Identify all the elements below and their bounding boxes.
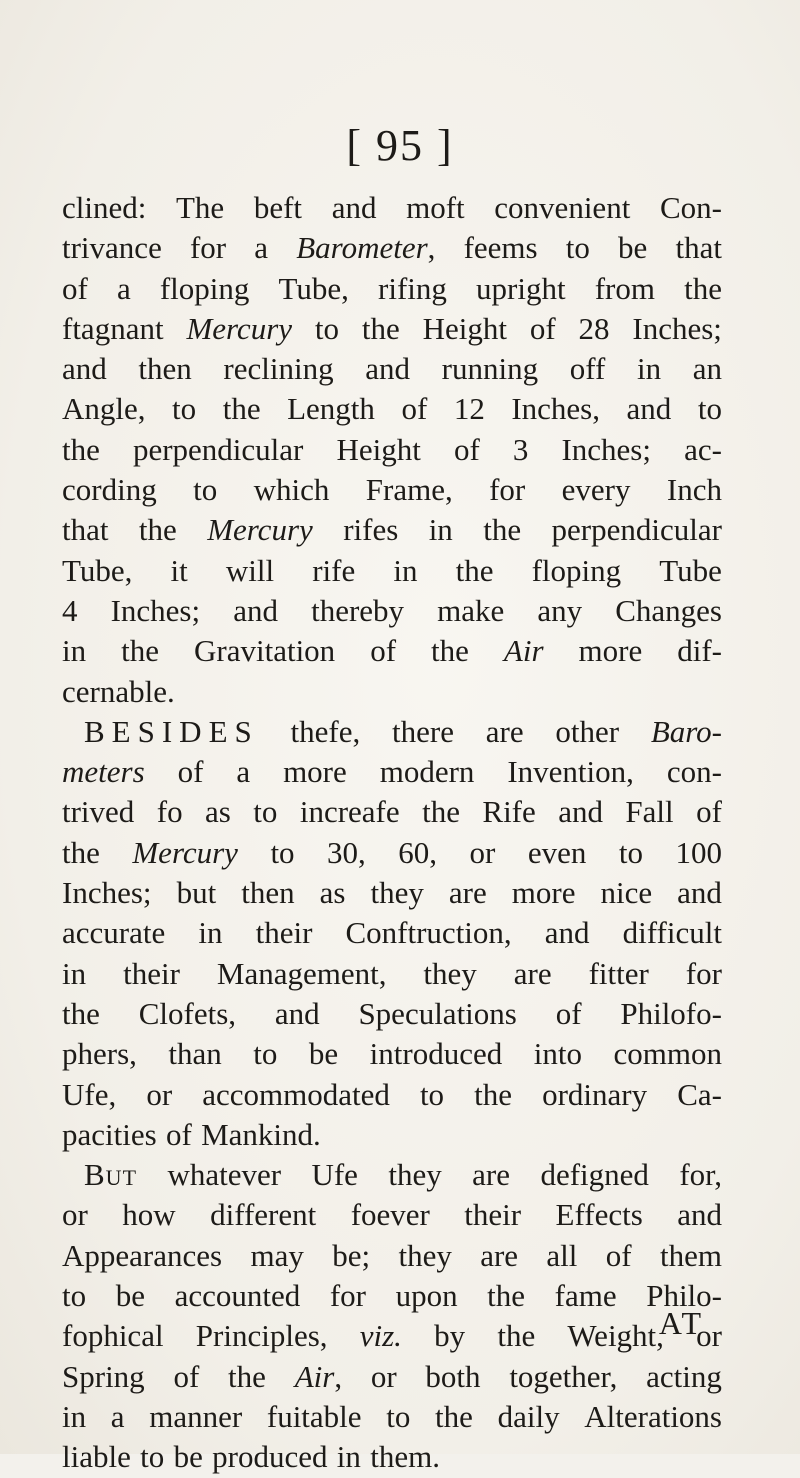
word: BESIDES xyxy=(84,713,259,749)
catchword: AT xyxy=(658,1305,704,1341)
word: their xyxy=(464,1197,522,1233)
word: all xyxy=(546,1237,578,1273)
page-number: [ 95 ] xyxy=(346,121,454,170)
word: as xyxy=(205,794,231,830)
word: for xyxy=(329,1278,366,1314)
text-line xyxy=(62,309,722,349)
word: upon xyxy=(395,1278,458,1314)
word: by xyxy=(434,1318,466,1354)
text-line xyxy=(62,833,722,873)
text-line xyxy=(62,349,722,389)
word: Frame, xyxy=(365,472,453,508)
text-line xyxy=(62,389,722,429)
text-line xyxy=(62,591,722,631)
word: running xyxy=(441,351,539,387)
word: both xyxy=(425,1358,481,1394)
text-line xyxy=(62,188,722,228)
word: accounted xyxy=(174,1278,301,1314)
text-line xyxy=(62,1437,722,1477)
word: produced xyxy=(212,1439,328,1475)
word: Mercury xyxy=(132,834,238,870)
word: feems xyxy=(463,230,538,266)
word: Inches, xyxy=(511,391,600,427)
word: 60, xyxy=(398,834,438,870)
word: there xyxy=(392,713,454,749)
text-line xyxy=(62,1075,722,1115)
word: Changes xyxy=(615,592,722,628)
text-line xyxy=(62,228,722,268)
word: and xyxy=(677,875,722,911)
word: make xyxy=(437,592,505,628)
word: The xyxy=(176,190,225,225)
word: Tube, xyxy=(62,552,133,588)
word: phers, xyxy=(62,1036,137,1072)
word: common xyxy=(613,1036,722,1072)
word: to xyxy=(618,834,643,870)
body-text xyxy=(62,188,722,1478)
word: or xyxy=(696,1318,722,1354)
word: 3 xyxy=(512,431,529,467)
word: whatever xyxy=(167,1157,282,1193)
word: the xyxy=(483,512,522,548)
word: trived xyxy=(62,794,135,830)
word: that xyxy=(62,512,109,548)
word: cording xyxy=(62,472,157,508)
word: 28 xyxy=(578,310,610,346)
word: be xyxy=(173,1439,203,1475)
word: reclining xyxy=(223,351,334,387)
word: Baro- xyxy=(650,713,722,749)
word: them xyxy=(660,1237,722,1273)
word: Inches; xyxy=(110,592,201,628)
word: into xyxy=(533,1036,582,1072)
word: be xyxy=(308,1036,339,1072)
word: or xyxy=(469,834,496,870)
word: Air xyxy=(503,633,544,669)
word: more xyxy=(283,754,347,790)
word: of xyxy=(696,794,722,830)
text-line xyxy=(62,1397,722,1437)
word: accommodated xyxy=(202,1076,390,1112)
word: as xyxy=(319,875,346,911)
word: and xyxy=(274,995,320,1031)
word: they xyxy=(398,1237,452,1273)
word: Inches; xyxy=(561,431,651,467)
word: are xyxy=(480,1237,519,1273)
word: Weight, xyxy=(567,1318,664,1354)
word: perpendicular xyxy=(551,512,722,548)
word: are xyxy=(448,875,487,911)
text-line xyxy=(62,954,722,994)
word: 12 xyxy=(453,391,485,427)
word: the xyxy=(62,834,100,870)
word: and xyxy=(677,1197,722,1233)
word: but xyxy=(176,875,217,911)
text-line xyxy=(62,551,722,591)
word: are xyxy=(513,955,552,991)
word: and xyxy=(558,794,603,830)
page-number-header xyxy=(0,120,800,171)
word: Gravitation xyxy=(194,633,336,669)
text-line xyxy=(62,1316,722,1356)
word: for xyxy=(685,955,722,991)
word: in xyxy=(428,512,453,548)
word: rifing xyxy=(378,270,447,306)
word: and xyxy=(233,592,278,628)
word: of xyxy=(555,995,582,1031)
word: more xyxy=(511,875,576,911)
word: then xyxy=(138,351,192,387)
word: Fall xyxy=(625,794,674,830)
word: the xyxy=(497,1318,536,1354)
word: Mercury xyxy=(207,512,313,548)
word: be xyxy=(618,230,648,266)
word: to xyxy=(386,1398,411,1434)
word: and xyxy=(544,915,590,951)
word: But xyxy=(84,1157,138,1193)
word: difficult xyxy=(622,915,722,951)
word: Management, xyxy=(216,955,387,991)
word: are xyxy=(472,1157,511,1193)
text-line xyxy=(62,470,722,510)
word: an xyxy=(692,351,722,387)
word: dif- xyxy=(677,633,722,669)
word: increafe xyxy=(299,794,400,830)
word: even xyxy=(527,834,587,870)
word: are xyxy=(485,713,524,749)
word: moft xyxy=(406,190,465,225)
word: fame xyxy=(554,1278,617,1314)
word: Effects xyxy=(555,1197,643,1233)
word: the xyxy=(62,995,100,1031)
word: floping xyxy=(159,270,250,306)
word: Appearances xyxy=(62,1237,223,1273)
word: foever xyxy=(350,1197,430,1233)
word: of xyxy=(453,431,480,467)
word: how xyxy=(122,1197,176,1233)
word: thereby xyxy=(311,592,405,628)
word: acting xyxy=(646,1358,722,1394)
word: modern xyxy=(379,754,475,790)
word: the xyxy=(431,633,469,669)
text-line xyxy=(62,752,722,792)
text-line xyxy=(62,913,722,953)
word: in xyxy=(393,552,418,588)
word: Invention, xyxy=(507,754,634,790)
word: pacities xyxy=(62,1116,157,1152)
word: cernable. xyxy=(62,673,175,709)
word: be xyxy=(115,1278,145,1314)
word: daily xyxy=(497,1398,560,1434)
word: of xyxy=(177,754,204,790)
word: in xyxy=(62,1398,87,1434)
text-line xyxy=(62,510,722,550)
word: in xyxy=(336,1439,361,1475)
word: any xyxy=(537,592,583,628)
word: to xyxy=(253,1036,278,1072)
word: nice xyxy=(600,875,653,911)
text-line xyxy=(62,1236,722,1276)
text-line xyxy=(62,1195,722,1235)
word: defigned xyxy=(540,1157,649,1193)
word: a xyxy=(116,270,131,306)
word: viz. xyxy=(359,1318,402,1354)
word: it xyxy=(170,552,188,588)
word: and xyxy=(331,190,377,225)
word: they xyxy=(423,955,477,991)
word: to xyxy=(62,1278,87,1314)
word: Mercury xyxy=(186,310,293,346)
word: liable xyxy=(62,1439,131,1475)
word: upright xyxy=(476,270,566,306)
word: more xyxy=(578,633,643,669)
word: of xyxy=(62,270,88,306)
word: in xyxy=(198,915,223,951)
word: them. xyxy=(370,1439,440,1475)
word: of xyxy=(370,633,397,669)
text-line xyxy=(62,1034,722,1074)
word: the xyxy=(474,1076,513,1112)
word: Height xyxy=(422,310,507,346)
text-line xyxy=(62,269,722,309)
text-line xyxy=(62,712,722,752)
word: other xyxy=(555,713,620,749)
word: in xyxy=(62,955,87,991)
word: rifes xyxy=(343,512,399,548)
word: perpendicular xyxy=(132,431,304,467)
text-line xyxy=(62,672,722,712)
text-line xyxy=(62,873,722,913)
word: of xyxy=(529,310,556,346)
word: Conftruction, xyxy=(345,915,512,951)
text-line xyxy=(62,1155,722,1195)
word: they xyxy=(388,1157,442,1193)
word: a xyxy=(236,754,251,790)
word: in xyxy=(62,633,87,669)
word: Ufe, xyxy=(62,1076,117,1112)
text-line xyxy=(62,994,722,1034)
word: to xyxy=(172,391,197,427)
word: beft xyxy=(253,190,303,225)
text-line xyxy=(62,792,722,832)
word: convenient xyxy=(494,190,631,225)
text-line xyxy=(62,631,722,671)
word: ac- xyxy=(684,431,722,467)
word: for xyxy=(489,472,526,508)
word: the xyxy=(487,1278,526,1314)
word: to xyxy=(565,230,590,266)
word: the xyxy=(422,794,460,830)
word: ftagnant xyxy=(62,310,164,346)
word: Ufe xyxy=(311,1157,358,1193)
word: fo xyxy=(156,794,183,830)
word: rife xyxy=(312,552,356,588)
word: the xyxy=(684,270,722,306)
word: introduced xyxy=(369,1036,503,1072)
word: the xyxy=(361,310,400,346)
text-line xyxy=(62,1115,722,1155)
word: the xyxy=(435,1398,473,1434)
word: Mankind. xyxy=(201,1116,321,1152)
word: will xyxy=(225,552,275,588)
word: 100 xyxy=(675,834,722,870)
word: Inches; xyxy=(62,875,152,911)
word: Angle, xyxy=(62,391,146,427)
word: and xyxy=(626,391,672,427)
word: or xyxy=(146,1076,173,1112)
word: of xyxy=(605,1237,632,1273)
word: to xyxy=(253,794,278,830)
word: that xyxy=(675,230,722,266)
word: Alterations xyxy=(584,1398,722,1434)
word: the xyxy=(222,391,261,427)
word: 4 xyxy=(62,592,78,628)
word: their xyxy=(255,915,313,951)
word: Air, xyxy=(294,1358,343,1394)
word: Height xyxy=(336,431,421,467)
word: every xyxy=(561,472,631,508)
word: fitter xyxy=(588,955,649,991)
word: Clofets, xyxy=(138,995,237,1031)
word: Con- xyxy=(659,190,722,225)
word: to xyxy=(140,1439,165,1475)
word: the xyxy=(138,512,177,548)
word: manner xyxy=(149,1398,243,1434)
word: be; xyxy=(332,1237,371,1273)
word: their xyxy=(123,955,180,991)
word: of xyxy=(165,1116,192,1152)
word: from xyxy=(594,270,655,306)
word: meters xyxy=(62,754,145,790)
word: Inches; xyxy=(632,310,722,346)
word: 30, xyxy=(327,834,366,870)
word: or xyxy=(370,1358,397,1394)
word: than xyxy=(168,1036,222,1072)
word: together, xyxy=(509,1358,618,1394)
text-line xyxy=(62,1357,722,1397)
word: to xyxy=(419,1076,445,1112)
word: to xyxy=(314,310,340,346)
word: of xyxy=(173,1358,200,1394)
word: Philo- xyxy=(646,1278,722,1314)
word: Ca- xyxy=(677,1076,722,1112)
word: the xyxy=(228,1358,266,1394)
word: Philofo- xyxy=(620,995,722,1031)
word: Tube, xyxy=(278,270,349,306)
word: Spring xyxy=(62,1358,145,1394)
word: for, xyxy=(679,1157,722,1193)
word: or xyxy=(62,1197,88,1233)
word: and xyxy=(62,351,107,387)
word: the xyxy=(62,431,100,467)
word: which xyxy=(253,472,330,508)
word: Inch xyxy=(666,472,722,508)
word: they xyxy=(370,875,424,911)
text-line xyxy=(62,430,722,470)
word: of xyxy=(401,391,428,427)
word: different xyxy=(210,1197,317,1233)
word: then xyxy=(241,875,295,911)
word: to xyxy=(193,472,218,508)
word: a xyxy=(254,230,269,266)
word: Principles, xyxy=(195,1318,328,1354)
word: and xyxy=(365,351,411,387)
word: fuitable xyxy=(266,1398,362,1434)
word: the xyxy=(121,633,159,669)
word: in xyxy=(636,351,662,387)
word: the xyxy=(455,552,494,588)
word: accurate xyxy=(62,915,166,951)
word: Rife xyxy=(482,794,536,830)
word: for xyxy=(189,230,227,266)
word: fophical xyxy=(62,1318,164,1354)
word: a xyxy=(110,1398,125,1434)
text-line xyxy=(62,1276,722,1316)
word: may xyxy=(250,1237,304,1273)
word: to xyxy=(270,834,295,870)
word: floping xyxy=(531,552,622,588)
word: Tube xyxy=(659,552,722,588)
word: Barometer, xyxy=(296,230,436,266)
word: ordinary xyxy=(542,1076,648,1112)
word: to xyxy=(697,391,722,427)
word: off xyxy=(569,351,606,387)
word: Speculations xyxy=(358,995,517,1031)
word: Length xyxy=(287,391,375,427)
word: trivance xyxy=(62,230,162,266)
word: con- xyxy=(666,754,722,790)
word: clined: xyxy=(62,190,147,225)
word: thefe, xyxy=(290,713,361,749)
